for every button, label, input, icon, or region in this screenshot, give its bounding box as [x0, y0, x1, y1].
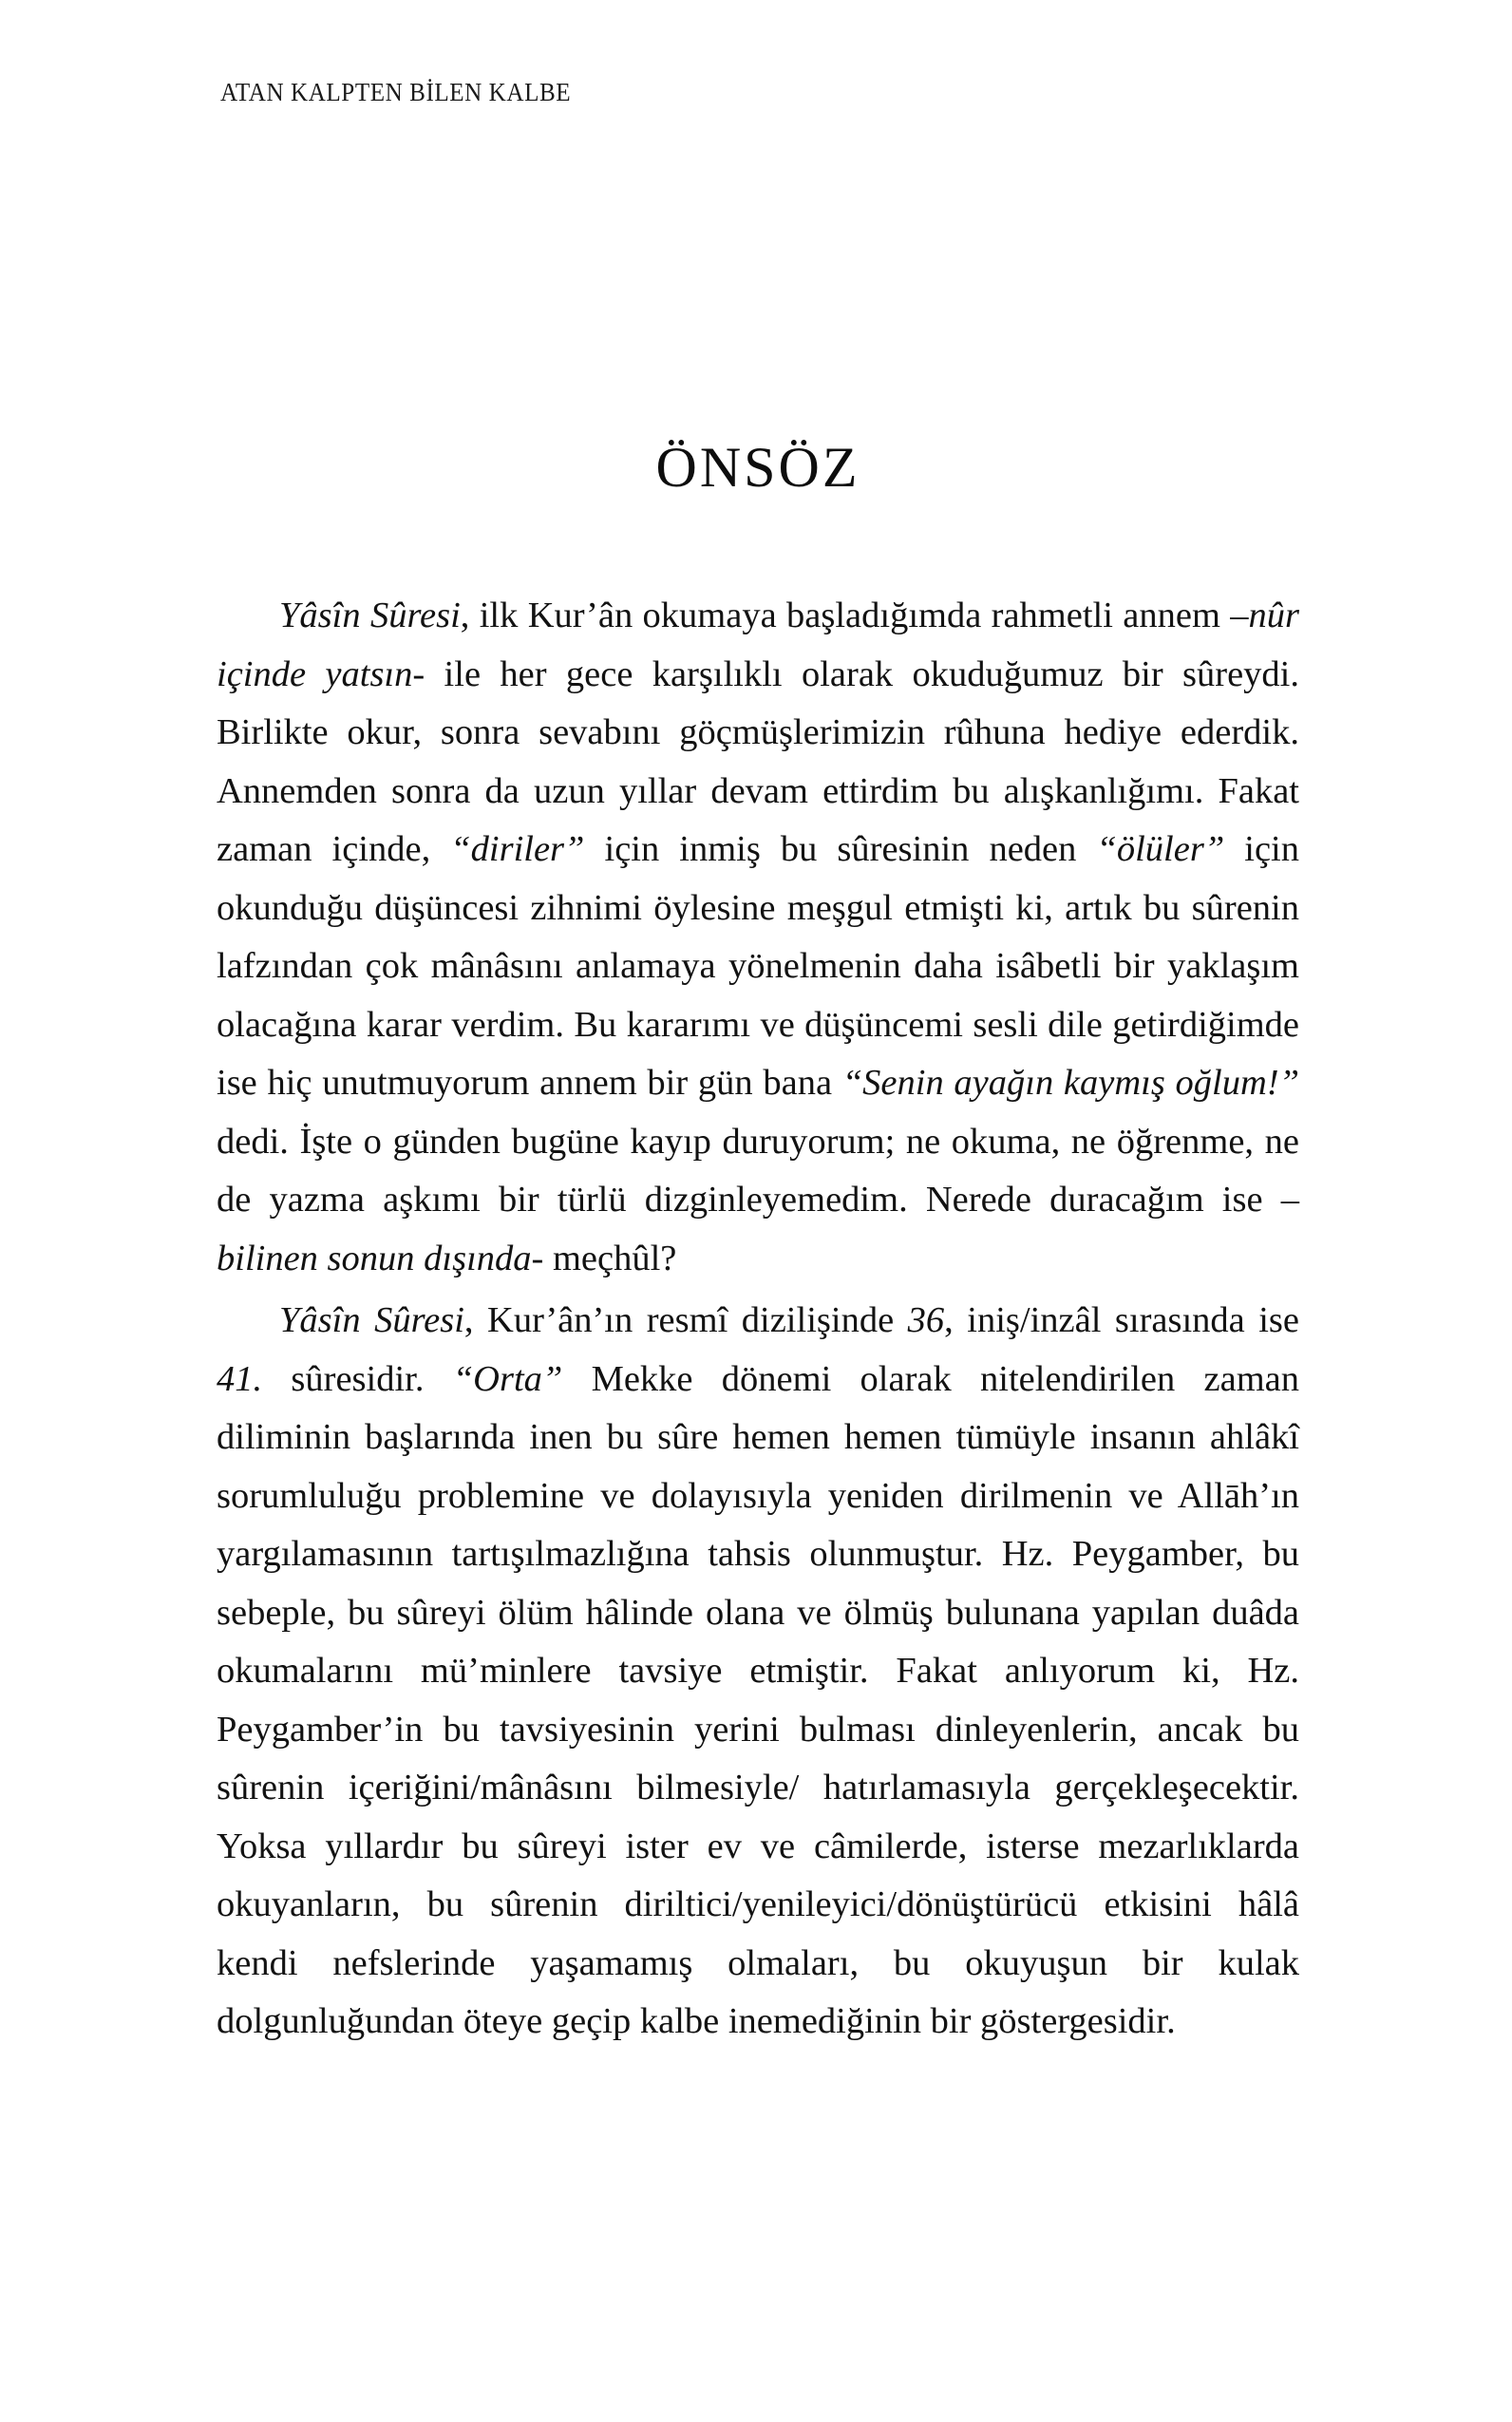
paragraph-intro-2: [217, 1292, 1299, 2052]
emphasis-run: Yâsîn Sûresi: [279, 596, 461, 635]
emphasis-run: –nûr içinde yatsın-: [217, 596, 1299, 694]
paragraph-intro-1: [217, 587, 1299, 1288]
text-run: sûresidir.: [262, 1358, 453, 1399]
emphasis-run: “Senin ayağın kaymış oğlum!”: [841, 1063, 1300, 1103]
text-run: , Kur’ân’ın resmî dizilişinde: [463, 1300, 908, 1340]
page-content: [217, 436, 1300, 2052]
running-head: ATAN KALPTEN BİLEN KALBE: [220, 78, 572, 106]
emphasis-run: Yâsîn Sûresi: [279, 1300, 464, 1340]
page-title: ÖNSÖZ: [655, 436, 860, 499]
text-run: ile her gece karşılıklı olarak okuduğumuz bir sûreydi. Birlikte okur, sonra sevabını göçmüşlerimizin rûhuna hediye ederdik. Annemden sonra da uzun yıllar devam ettirdim bu alışkanlığımı. Fakat zaman içinde,: [217, 653, 1299, 869]
text-run: Mekke dönemi olarak nitelendirilen zaman diliminin başlarında inen bu sûre hemen hemen tümüyle insanın ahlâkî sorumluluğu problemine ve dolayısıyla yeniden dirilmenin ve Allāh’ın yargılamasının tartışılmazlığına tahsis olunmuştur. Hz. Peygamber, bu sebeple, bu sûreyi ölüm hâlinde olana ve ölmüş bulunana yapılan duâda okumalarını mü’minlere tavsiye etmiştir. Fakat anlıyorum ki, Hz. Peygamber’in bu tavsiyesinin yerini bulması dinleyenlerin, ancak bu sûrenin içeriğini/mânâsını bilmesiyle/ hatırlamasıyla gerçekleşecektir. Yoksa yıllardır bu sûreyi ister ev ve câmilerde, isterse mezarlıklarda okuyanların, bu sûrenin diriltici/yenileyici/dönüştürücü etkisini hâlâ kendi nefslerinde yaşamamış olmaları, bu okuyuşun bir kulak dolgunluğundan öteye geçip kalbe inemediğinin bir göstergesidir.: [217, 1358, 1299, 2041]
text-run: meçhûl?: [543, 1238, 677, 1278]
emphasis-run: “diriler”: [450, 829, 585, 869]
emphasis-run: –bilinen sonun dışında-: [217, 1180, 1299, 1278]
emphasis-run: “Orta”: [452, 1358, 563, 1399]
emphasis-run: 36: [907, 1300, 945, 1340]
emphasis-run: “ölüler”: [1096, 829, 1225, 869]
text-run: için inmiş bu sûresinin neden: [584, 829, 1097, 869]
text-run: , iniş/inzâl sırasında ise: [944, 1300, 1299, 1340]
text-run: için okunduğu düşüncesi zihnimi öylesine meşgul etmişti ki, artık bu sûrenin lafzından çok mânâsını anlamaya yönelmenin daha isâbetli bir yaklaşım olacağına karar verdim. Bu kararımı ve düşüncemi sesli dile getirdiğimde ise hiç unutmuyorum annem bir gün bana: [217, 829, 1300, 1103]
text-run: , ilk Kur’ân okumaya başladığımda rahmetli annem: [460, 596, 1231, 635]
emphasis-run: 41.: [217, 1358, 263, 1399]
text-run: dedi. İşte o günden bugüne kayıp duruyorum; ne okuma, ne öğrenme, ne de yazma aşkımı bir türlü dizginleyemedim. Nerede duracağım ise: [217, 1121, 1299, 1220]
